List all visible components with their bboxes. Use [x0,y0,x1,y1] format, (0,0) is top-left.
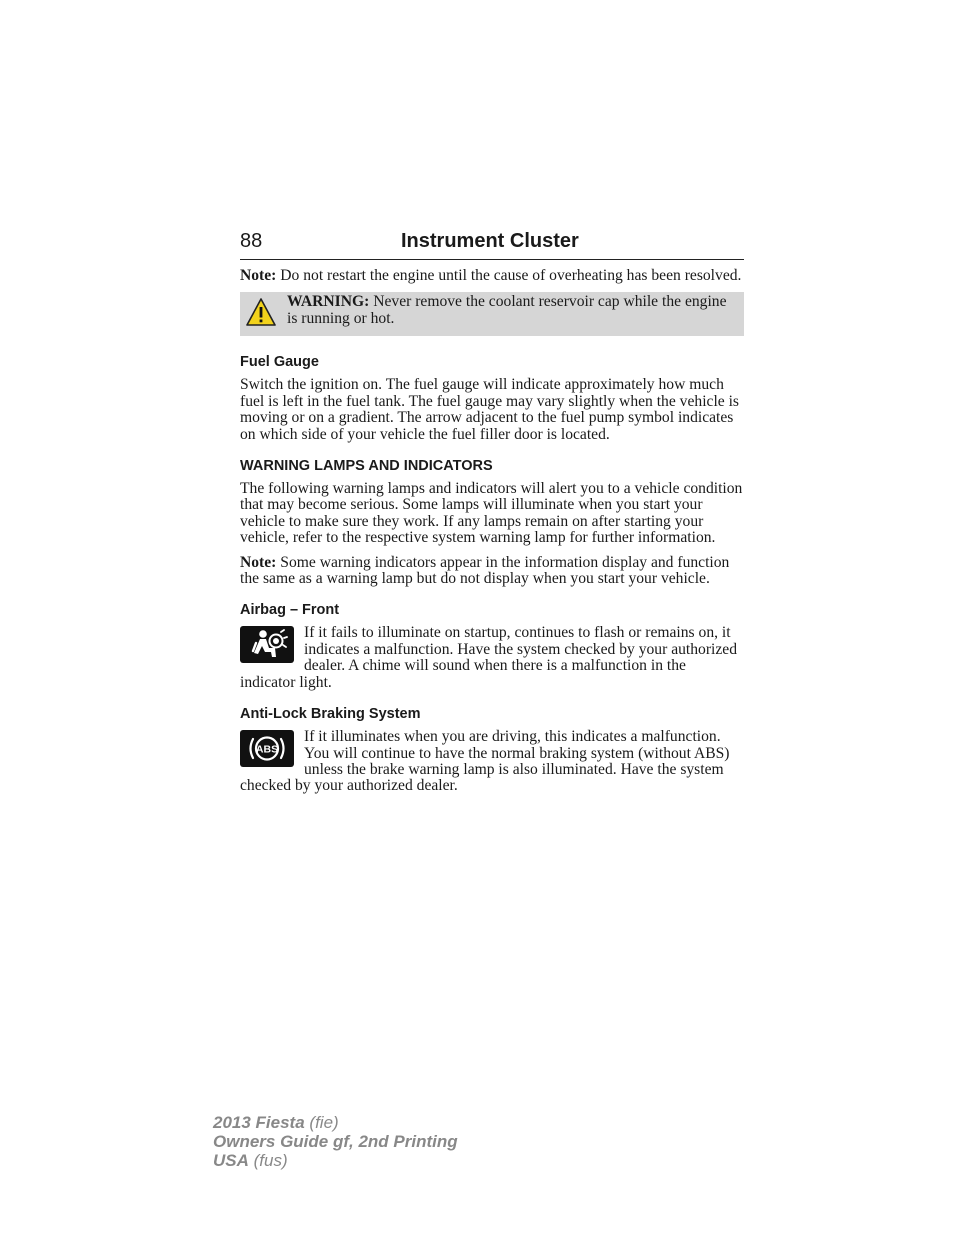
page-number: 88 [240,230,263,252]
abs-icon [240,730,294,767]
warning-label: WARNING: [287,293,370,311]
warning-lamps-note [240,555,744,588]
warning-triangle-icon [245,297,277,327]
fuel-gauge-text: Switch the ignition on. The fuel gauge will indicate approximately how much fuel is left in the fuel tank. The fuel gauge may vary slightly when the vehicle is moving or on a gradient. The arrow adjacent to the fuel pump symbol indicates on which side of your vehicle the fuel filler door is located. [240,376,739,443]
abs-text: If it illuminates when you are driving, this indicates a malfunction. You will continue to have the normal braking system (without ABS) unless the brake warning lamp is also illuminated. Have the system checked by your authorized dealer. [240,728,730,795]
footer-line-1: 2013 Fiesta (fie) [213,1113,339,1132]
abs-section [240,729,744,795]
airbag-heading: Airbag – Front [240,602,340,619]
page-content [240,268,744,795]
airbag-text: If it fails to illuminate on startup, continues to flash or remains on, it indicates a malfunction. Have the system checked by your authorized dealer. A chime will sound when there is a malfunction in the indicator light. [240,624,738,691]
airbag-icon [240,626,294,663]
page-title: Instrument Cluster [401,230,579,252]
airbag-section [240,625,744,691]
warning-lamps-text: The following warning lamps and indicators will alert you to a vehicle condition that may become serious. Some lamps will illuminate when you start your vehicle to make sure they work. If any lamps remain on after starting your vehicle, refer to the respective system warning lamp for further information. [240,480,743,547]
footer [213,1113,458,1170]
fuel-gauge-heading: Fuel Gauge [240,354,319,371]
footer-line-3: USA (fus) [213,1151,288,1170]
warning-box [240,292,744,336]
warning-lamps-heading: WARNING LAMPS AND INDICATORS [240,458,493,475]
warning-text [287,294,737,327]
note-text: Do not restart the engine until the cause of overheating has been resolved. [276,267,742,284]
abs-icon-label: ABS [255,743,279,756]
note-overheating [240,268,744,284]
note-label: Note: [240,553,277,571]
footer-line-2: Owners Guide gf, 2nd Printing [213,1132,458,1151]
note-label: Note: [240,267,277,284]
note-text: Some warning indicators appear in the information display and function the same as a warning lamp but do not display when you start your vehicle. [240,553,730,588]
warning-body: Never remove the coolant reservoir cap while the engine is running or hot. [287,293,727,327]
abs-heading: Anti-Lock Braking System [240,706,421,723]
page-header [240,229,744,260]
